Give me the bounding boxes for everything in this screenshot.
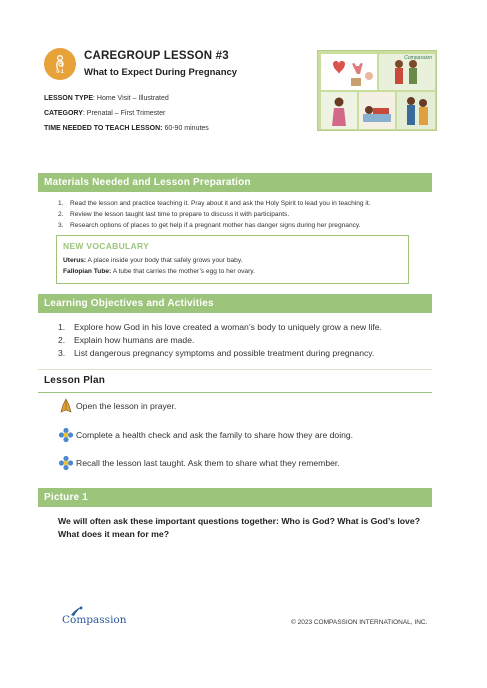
vocabulary-box xyxy=(56,235,409,284)
lesson-plan-item xyxy=(58,455,340,471)
category-value: : Prenatal – First Trimester xyxy=(82,110,166,117)
time-value: 60-90 minutes xyxy=(162,125,209,132)
time-label: TIME NEEDED TO TEACH LESSON: xyxy=(44,125,163,132)
lesson-type-value: : Home Visit – Illustrated xyxy=(93,95,169,102)
copyright-text: © 2023 COMPASSION INTERNATIONAL, INC. xyxy=(291,619,428,626)
list-item: 2. Review the lesson taught last time to prepare to discuss it with participants. xyxy=(58,211,290,218)
vocabulary-definition: A tube that carries the mother’s egg to her ovary. xyxy=(111,268,255,275)
lesson-type xyxy=(44,95,169,102)
page-title: CAREGROUP LESSON #3 xyxy=(84,50,229,62)
illustration-panel-5 xyxy=(397,92,435,129)
illustration-panel-3 xyxy=(321,92,357,129)
vocabulary-title: NEW VOCABULARY xyxy=(63,241,150,251)
compassion-wordmark: Compassion xyxy=(62,614,127,626)
heart-and-uterus-image xyxy=(321,54,377,90)
illustration-panel-1 xyxy=(321,54,377,90)
vocabulary-item xyxy=(63,268,255,275)
list-item: 1. Read the lesson and practice teaching it. Pray about it and ask the Holy Spirit to lead you in teaching it. xyxy=(58,200,371,207)
materials-section-header xyxy=(38,173,432,192)
logo-caption: 0-1 xyxy=(56,68,64,75)
discussion-question: We will often ask these important questions together: Who is God? What is God’s love? What does it mean for me? xyxy=(58,516,421,539)
flower-icon xyxy=(58,455,74,471)
lesson-plan-item xyxy=(58,427,353,443)
list-item: 2. Explain how humans are made. xyxy=(58,335,195,345)
lesson-plan-item xyxy=(58,398,176,414)
materials-heading: Materials Needed and Lesson Preparation xyxy=(44,177,251,188)
lesson-plan-header xyxy=(38,369,432,393)
flower-icon xyxy=(58,427,74,443)
compassion-logo xyxy=(60,605,126,627)
vocabulary-item xyxy=(63,257,242,264)
picture-heading: Picture 1 xyxy=(44,492,89,503)
page-subtitle: What to Expect During Pregnancy xyxy=(84,67,238,78)
lesson-illustration xyxy=(317,50,437,131)
praying-hands-icon xyxy=(58,398,74,414)
lesson-type-label: LESSON TYPE xyxy=(44,95,94,102)
lesson-plan-heading: Lesson Plan xyxy=(44,375,106,386)
vocabulary-term: Uterus: xyxy=(63,257,87,264)
lesson-time xyxy=(44,125,209,132)
objectives-section-header xyxy=(38,294,432,313)
illustration-panel-4 xyxy=(359,92,395,129)
vocabulary-definition: A place inside your body that safely grows your baby. xyxy=(86,257,243,264)
list-item: 1. Explore how God in his love created a woman’s body to uniquely grow a new life. xyxy=(58,322,382,332)
mother-image xyxy=(321,92,357,129)
family-image xyxy=(397,92,435,129)
vocabulary-term: Fallopian Tube: xyxy=(63,268,112,275)
list-item: 3. Research options of places to get help if a pregnant mother has danger signs during her pregnancy. xyxy=(58,222,361,229)
illustration-brand: Compassion xyxy=(404,55,432,61)
list-item: 3. List dangerous pregnancy symptoms and possible treatment during pregnancy. xyxy=(58,348,375,358)
pregnancy-icon xyxy=(52,54,68,70)
lesson-category xyxy=(44,110,165,117)
picture-section-header xyxy=(38,488,432,507)
lesson-plan-text: Complete a health check and ask the family to share how they are doing. xyxy=(76,430,354,440)
lesson-plan-text: Open the lesson in prayer. xyxy=(76,401,177,411)
resting-woman-image xyxy=(359,92,395,129)
lesson-logo xyxy=(44,48,76,80)
category-label: CATEGORY xyxy=(44,110,83,117)
objectives-heading: Learning Objectives and Activities xyxy=(44,298,214,309)
lesson-plan-text: Recall the lesson last taught. Ask them to share what they remember. xyxy=(76,458,340,468)
